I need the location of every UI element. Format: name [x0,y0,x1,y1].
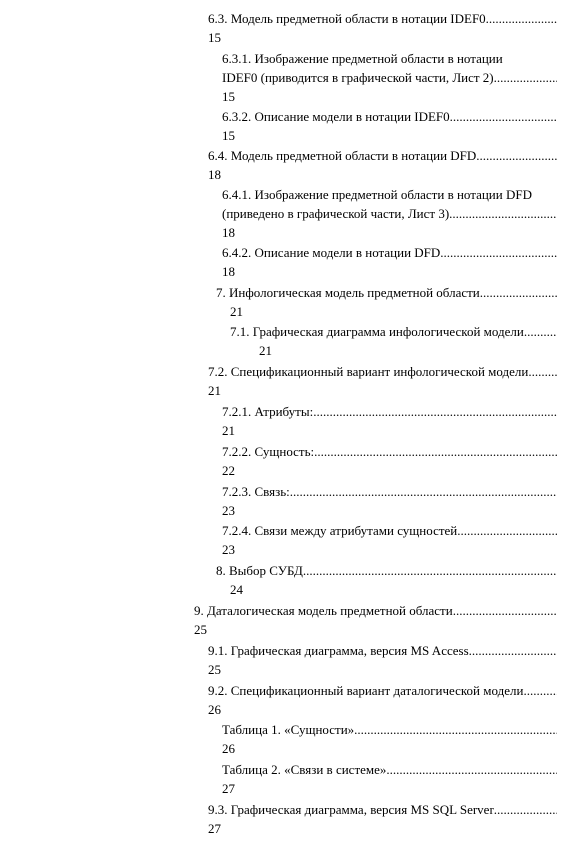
toc-page-number: 21 [230,304,243,319]
toc-page-number: 15 [222,89,235,104]
toc-leader-dots [354,720,557,739]
toc-title: 7.1. Графическая диаграмма инфологической модели [230,324,524,339]
toc-leader-dots [452,204,557,223]
toc-leader-dots [290,482,557,501]
toc-entry-7-2-3[interactable] [222,482,557,520]
toc-entry-6-3-2[interactable] [222,107,557,145]
toc-page-number: 25 [208,662,221,677]
toc-leader-dots [527,681,557,700]
toc-leader-dots [313,402,557,421]
toc-entry-6-4[interactable] [208,146,557,184]
toc-title: 7.2.2. Сущность: [222,444,315,459]
toc-title-continued: IDEF0 (приводится в графической части, Лист 2). [222,70,497,85]
toc-entry-7-2-4[interactable] [222,521,557,559]
toc-page-number: 21 [222,423,235,438]
toc-entry-6-4-1[interactable] [222,185,557,242]
toc-entry-6-3-1[interactable] [222,49,557,106]
toc-page-number: 18 [208,167,221,182]
toc-page-number: 18 [222,264,235,279]
toc-leader-dots [472,641,557,660]
toc-entry-table-2[interactable] [222,760,557,798]
toc-title: 6.4.2. Описание модели в нотации DFD [222,245,441,260]
toc-title: 7.2. Спецификационный вариант инфологической модели [208,364,529,379]
toc-leader-dots [476,146,557,165]
toc-title-continued: (приведено в графической части, Лист 3). [222,206,453,221]
toc-page-number: 21 [208,383,221,398]
toc-title: 8. Выбор СУБД [216,563,303,578]
toc-leader-dots [528,362,557,381]
toc-leader-dots [486,9,557,28]
toc-entry-7[interactable] [216,283,557,321]
toc-title: 7.2.4. Связи между атрибутами сущностей. [222,523,461,538]
toc-page-number: 23 [222,542,235,557]
toc-entry-9[interactable] [194,601,557,639]
toc-title: 9.2. Спецификационный вариант даталогической модели. [208,683,527,698]
toc-leader-dots [386,760,557,779]
toc-page-number: 15 [208,30,221,45]
toc-page-number: 25 [194,622,207,637]
toc-title: 6.4.1. Изображение предметной области в нотации DFD [222,187,532,202]
toc-title: 7.2.1. Атрибуты: [222,404,314,419]
toc-page-number: 21 [259,343,272,358]
toc-page-number: 18 [222,225,235,240]
toc-title: 6.3.1. Изображение предметной области в нотации [222,51,503,66]
toc-title: 9. Даталогическая модель предметной области [194,603,453,618]
toc-title: Таблица 1. «Сущности» [222,722,355,737]
toc-title: 6.4. Модель предметной области в нотации DFD [208,148,477,163]
toc-entry-8[interactable] [216,561,557,599]
toc-title: 9.1. Графическая диаграмма, версия MS Access. [208,643,472,658]
toc-title: 6.3.2. Описание модели в нотации IDEF0 [222,109,450,124]
toc-leader-dots [303,561,557,580]
toc-leader-dots [480,283,557,302]
toc-leader-dots [494,800,557,819]
toc-title: 7. Инфологическая модель предметной области [216,285,480,300]
toc-leader-dots [314,442,557,461]
toc-entry-7-2-2[interactable] [222,442,557,480]
toc-leader-dots [497,68,557,87]
toc-page-number: 26 [208,702,221,717]
toc-title: 9.3. Графическая диаграмма, версия MS SQL Server [208,802,494,817]
toc-page-number: 23 [222,503,235,518]
toc-page-number: 27 [208,821,221,836]
toc-entry-7-2-1[interactable] [222,402,557,440]
toc-leader-dots [440,243,557,262]
toc-title: Таблица 2. «Связи в системе» [222,762,387,777]
toc-entry-9-3[interactable] [208,800,557,838]
toc-entry-7-1[interactable] [230,322,557,360]
toc-leader-dots [453,601,557,620]
toc-title: 6.3. Модель предметной области в нотации IDEF0 [208,11,486,26]
toc-entry-7-2[interactable] [208,362,557,400]
toc-entry-9-1[interactable] [208,641,557,679]
toc-page-number: 26 [222,741,235,756]
toc-page-number: 27 [222,781,235,796]
toc-entry-6-4-2[interactable] [222,243,557,281]
toc-leader-dots [461,521,557,540]
toc-page-number: 15 [222,128,235,143]
toc-leader-dots [450,107,557,126]
toc-entry-6-3[interactable] [208,9,557,47]
toc-entry-table-1[interactable] [222,720,557,758]
toc-leader-dots [524,322,557,341]
toc-title: 7.2.3. Связь: [222,484,290,499]
toc-page-number: 24 [230,582,243,597]
toc-page-number: 22 [222,463,235,478]
toc-entry-9-2[interactable] [208,681,557,719]
